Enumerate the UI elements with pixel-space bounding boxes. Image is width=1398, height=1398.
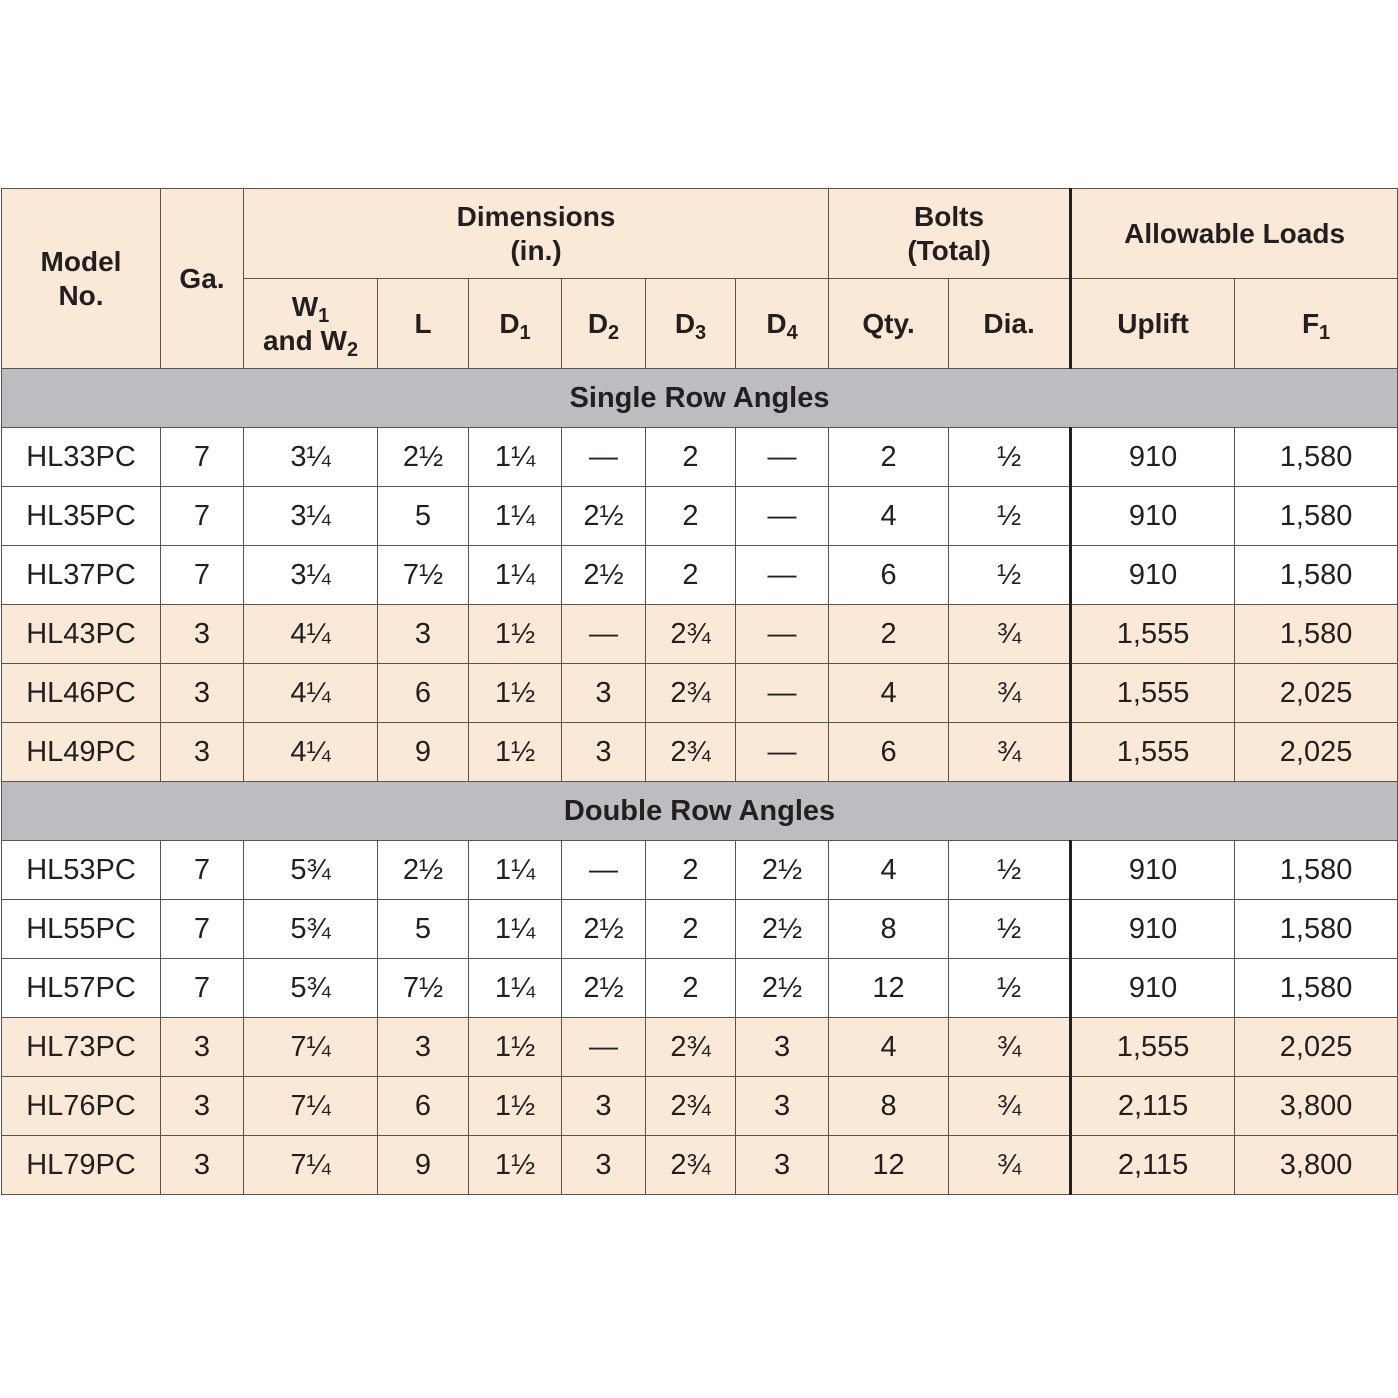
d4-cell: 3	[736, 1018, 829, 1077]
uplift-cell: 910	[1071, 487, 1235, 546]
gauge-cell: 7	[161, 428, 244, 487]
l-cell: 3	[378, 1018, 469, 1077]
uplift-cell: 1,555	[1071, 723, 1235, 782]
f1-cell: 2,025	[1235, 723, 1398, 782]
d3-cell: 2	[646, 841, 736, 900]
d4-subscript: 4	[786, 321, 798, 344]
d1-cell: 1½	[469, 723, 562, 782]
gauge-cell: 3	[161, 664, 244, 723]
d4-cell: 3	[736, 1136, 829, 1195]
d1-cell: 1¼	[469, 959, 562, 1018]
bolt-dia-cell: ½	[949, 959, 1071, 1018]
uplift-cell: 910	[1071, 841, 1235, 900]
l-cell: 6	[378, 664, 469, 723]
model-no-cell: HL46PC	[2, 664, 161, 723]
l-cell: 7½	[378, 546, 469, 605]
w1-w2-cell: 5¾	[244, 841, 378, 900]
model-no-cell: HL73PC	[2, 1018, 161, 1077]
d4-cell: 2½	[736, 841, 829, 900]
uplift-cell: 910	[1071, 546, 1235, 605]
w2-label	[244, 324, 377, 361]
d4-header	[736, 279, 829, 369]
uplift-cell: 1,555	[1071, 605, 1235, 664]
w2-subscript: 2	[346, 338, 359, 361]
d2-cell: 2½	[562, 959, 646, 1018]
bolt-dia-cell: ½	[949, 487, 1071, 546]
l-cell: 6	[378, 1077, 469, 1136]
f1-cell: 1,580	[1235, 546, 1398, 605]
table-row	[2, 487, 1398, 546]
d4-cell: —	[736, 664, 829, 723]
bolt-qty-cell: 4	[829, 664, 949, 723]
bolts-header	[829, 189, 1071, 279]
table-row	[2, 1018, 1398, 1077]
l-cell: 2½	[378, 841, 469, 900]
uplift-cell: 2,115	[1071, 1077, 1235, 1136]
d4-cell: —	[736, 487, 829, 546]
d2-cell: 2½	[562, 546, 646, 605]
uplift-cell: 1,555	[1071, 1018, 1235, 1077]
l-cell: 3	[378, 605, 469, 664]
qty-header: Qty.	[829, 279, 949, 369]
model-no-cell: HL57PC	[2, 959, 161, 1018]
table-row	[2, 605, 1398, 664]
bolt-qty-cell: 2	[829, 428, 949, 487]
l-cell: 7½	[378, 959, 469, 1018]
model-no-cell: HL79PC	[2, 1136, 161, 1195]
d3-letter: D	[674, 307, 696, 339]
table-header	[2, 189, 1398, 369]
l-cell: 9	[378, 723, 469, 782]
d1-cell: 1¼	[469, 900, 562, 959]
l-header: L	[378, 279, 469, 369]
f1-cell: 3,800	[1235, 1077, 1398, 1136]
f1-cell: 2,025	[1235, 664, 1398, 723]
dimensions-header-line1: Dimensions	[456, 200, 616, 232]
d3-cell: 2¾	[646, 1018, 736, 1077]
header-row-top	[2, 189, 1398, 279]
f1-cell: 1,580	[1235, 605, 1398, 664]
section-row	[2, 782, 1398, 841]
bolt-qty-cell: 4	[829, 841, 949, 900]
table-row	[2, 723, 1398, 782]
d1-letter: D	[499, 307, 520, 339]
table-body	[2, 369, 1398, 1195]
f1-cell: 1,580	[1235, 841, 1398, 900]
model-no-cell: HL76PC	[2, 1077, 161, 1136]
d2-cell: 3	[562, 1077, 646, 1136]
model-no-cell: HL37PC	[2, 546, 161, 605]
f1-cell: 1,580	[1235, 487, 1398, 546]
model-header-line1: Model	[40, 245, 122, 277]
section-row	[2, 369, 1398, 428]
d1-cell: 1¼	[469, 428, 562, 487]
w1-subscript: 1	[318, 304, 330, 327]
f1-cell: 1,580	[1235, 428, 1398, 487]
bolt-qty-cell: 8	[829, 1077, 949, 1136]
gauge-cell: 3	[161, 723, 244, 782]
d2-cell: —	[562, 605, 646, 664]
bolt-dia-cell: ¾	[949, 1018, 1071, 1077]
table-row	[2, 1077, 1398, 1136]
gauge-cell: 3	[161, 1136, 244, 1195]
bolt-dia-cell: ¾	[949, 723, 1071, 782]
d1-cell: 1½	[469, 664, 562, 723]
d2-letter: D	[587, 307, 609, 339]
uplift-cell: 910	[1071, 959, 1235, 1018]
d3-cell: 2	[646, 546, 736, 605]
table-row	[2, 900, 1398, 959]
bolt-dia-cell: ¾	[949, 605, 1071, 664]
d2-cell: —	[562, 1018, 646, 1077]
gauge-cell: 7	[161, 900, 244, 959]
d4-cell: —	[736, 428, 829, 487]
bolt-qty-cell: 12	[829, 1136, 949, 1195]
bolt-dia-cell: ¾	[949, 1077, 1071, 1136]
gauge-cell: 7	[161, 487, 244, 546]
w1-w2-cell: 3¼	[244, 428, 378, 487]
l-cell: 5	[378, 487, 469, 546]
hl-angle-spec-table	[1, 188, 1398, 1195]
l-cell: 5	[378, 900, 469, 959]
d1-header	[469, 279, 562, 369]
gauge-cell: 7	[161, 959, 244, 1018]
gauge-cell: 3	[161, 605, 244, 664]
bolt-dia-cell: ½	[949, 900, 1071, 959]
f1-cell: 1,580	[1235, 900, 1398, 959]
w1-w2-cell: 7¼	[244, 1077, 378, 1136]
table-row	[2, 428, 1398, 487]
bolts-header-line2: (Total)	[907, 234, 991, 266]
d1-cell: 1½	[469, 605, 562, 664]
d2-cell: 3	[562, 664, 646, 723]
w1-w2-cell: 5¾	[244, 900, 378, 959]
bolt-qty-cell: 8	[829, 900, 949, 959]
d2-cell: 3	[562, 1136, 646, 1195]
d3-subscript: 3	[695, 321, 707, 344]
dimensions-header-line2: (in.)	[510, 234, 562, 266]
w1-w2-header	[244, 279, 378, 369]
w1-w2-cell: 3¼	[244, 546, 378, 605]
bolt-qty-cell: 6	[829, 546, 949, 605]
d3-cell: 2	[646, 900, 736, 959]
bolt-dia-cell: ½	[949, 428, 1071, 487]
gauge-header: Ga.	[161, 189, 244, 369]
bolt-dia-cell: ½	[949, 546, 1071, 605]
model-no-header	[2, 189, 161, 369]
bolt-qty-cell: 2	[829, 605, 949, 664]
d2-cell: —	[562, 841, 646, 900]
d3-cell: 2¾	[646, 723, 736, 782]
f1-header	[1235, 279, 1398, 369]
w1-w2-cell: 4¼	[244, 605, 378, 664]
d4-cell: 2½	[736, 959, 829, 1018]
d4-cell: 2½	[736, 900, 829, 959]
d4-cell: —	[736, 723, 829, 782]
bolt-dia-cell: ½	[949, 841, 1071, 900]
d2-cell: —	[562, 428, 646, 487]
d3-cell: 2	[646, 428, 736, 487]
bolt-dia-cell: ¾	[949, 1136, 1071, 1195]
d1-cell: 1¼	[469, 546, 562, 605]
uplift-cell: 1,555	[1071, 664, 1235, 723]
f1-subscript: 1	[1319, 321, 1331, 344]
allowable-loads-header: Allowable Loads	[1071, 189, 1398, 279]
table-row	[2, 664, 1398, 723]
bolt-qty-cell: 4	[829, 1018, 949, 1077]
d1-cell: 1½	[469, 1136, 562, 1195]
d4-cell: 3	[736, 1077, 829, 1136]
uplift-cell: 910	[1071, 900, 1235, 959]
section-title: Single Row Angles	[2, 369, 1398, 428]
d2-subscript: 2	[608, 321, 620, 344]
d3-header	[646, 279, 736, 369]
uplift-cell: 910	[1071, 428, 1235, 487]
w1-w2-cell: 4¼	[244, 723, 378, 782]
model-no-cell: HL49PC	[2, 723, 161, 782]
w2-letter: and W	[262, 324, 347, 356]
model-no-cell: HL43PC	[2, 605, 161, 664]
d1-cell: 1¼	[469, 487, 562, 546]
gauge-cell: 3	[161, 1018, 244, 1077]
d1-subscript: 1	[519, 321, 531, 344]
d2-header	[562, 279, 646, 369]
bolt-dia-cell: ¾	[949, 664, 1071, 723]
d2-cell: 3	[562, 723, 646, 782]
model-header-line2: No.	[58, 279, 104, 311]
d3-cell: 2	[646, 959, 736, 1018]
d3-cell: 2¾	[646, 605, 736, 664]
table-row	[2, 959, 1398, 1018]
w1-label	[244, 290, 377, 327]
f1-letter: F	[1301, 307, 1320, 339]
d2-cell: 2½	[562, 900, 646, 959]
bolts-header-line1: Bolts	[914, 200, 985, 232]
w1-w2-cell: 7¼	[244, 1136, 378, 1195]
dimensions-header	[244, 189, 829, 279]
w1-letter: W	[291, 290, 319, 322]
section-title: Double Row Angles	[2, 782, 1398, 841]
table-row	[2, 546, 1398, 605]
model-no-cell: HL35PC	[2, 487, 161, 546]
w1-w2-cell: 3¼	[244, 487, 378, 546]
d4-cell: —	[736, 546, 829, 605]
w1-w2-cell: 4¼	[244, 664, 378, 723]
model-no-cell: HL53PC	[2, 841, 161, 900]
bolt-qty-cell: 6	[829, 723, 949, 782]
d3-cell: 2¾	[646, 1077, 736, 1136]
f1-cell: 1,580	[1235, 959, 1398, 1018]
gauge-cell: 3	[161, 1077, 244, 1136]
d1-cell: 1½	[469, 1077, 562, 1136]
uplift-cell: 2,115	[1071, 1136, 1235, 1195]
d1-cell: 1½	[469, 1018, 562, 1077]
w1-w2-cell: 5¾	[244, 959, 378, 1018]
f1-cell: 3,800	[1235, 1136, 1398, 1195]
gauge-cell: 7	[161, 546, 244, 605]
l-cell: 9	[378, 1136, 469, 1195]
f1-cell: 2,025	[1235, 1018, 1398, 1077]
model-no-cell: HL33PC	[2, 428, 161, 487]
d2-cell: 2½	[562, 487, 646, 546]
uplift-header: Uplift	[1071, 279, 1235, 369]
d3-cell: 2¾	[646, 664, 736, 723]
w1-w2-cell: 7¼	[244, 1018, 378, 1077]
dia-header: Dia.	[949, 279, 1071, 369]
d3-cell: 2	[646, 487, 736, 546]
table-row	[2, 1136, 1398, 1195]
bolt-qty-cell: 4	[829, 487, 949, 546]
bolt-qty-cell: 12	[829, 959, 949, 1018]
l-cell: 2½	[378, 428, 469, 487]
d4-cell: —	[736, 605, 829, 664]
d4-letter: D	[766, 307, 787, 339]
model-no-cell: HL55PC	[2, 900, 161, 959]
d3-cell: 2¾	[646, 1136, 736, 1195]
table-row	[2, 841, 1398, 900]
gauge-cell: 7	[161, 841, 244, 900]
d1-cell: 1¼	[469, 841, 562, 900]
